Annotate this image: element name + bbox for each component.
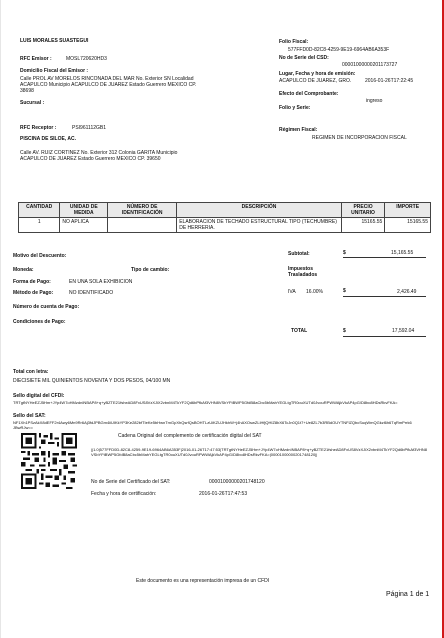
total-label: TOTAL [291, 328, 308, 334]
cell-identificacion [108, 218, 177, 233]
folio-fiscal: 577FFD0D-82C8-4259-9E19-6964AB6A353F [288, 47, 390, 53]
sucursal-label: Sucursal : [20, 100, 45, 106]
cell-precio: 15165.55 [341, 218, 385, 233]
folio-serie-label: Folio y Serie: [279, 105, 311, 111]
cadena-title: Cadena Original del complemento de certificación digital del SAT [118, 433, 262, 439]
letra-value: DIECISIETE MIL QUINIENTOS NOVENTA Y DOS PESOS, 04/100 MN [13, 378, 171, 384]
moneda-label: Moneda: [13, 267, 34, 273]
emisor-domicilio-line1: Calle PROL AV MORELOS RINCONADA DEL MAR No. Exterior SN Localidad [20, 76, 194, 82]
cell-importe: 15165.55 [385, 218, 431, 233]
emisor-domicilio-line2: ACAPULCO Municipio ACAPULCO DE JUAREZ Estado Guerrero MEXICO CP. [20, 82, 197, 88]
subtotal-value: 15,165.55 [391, 250, 414, 256]
sello-sat-label: Sello del SAT: [13, 413, 46, 419]
motivo-label: Motivo del Descuento: [13, 253, 67, 259]
condiciones-label: Condiciones de Pago: [13, 319, 66, 325]
folio-fiscal-label: Folio Fiscal: [279, 39, 309, 45]
subtotal-label: Subtotal: [288, 251, 310, 257]
emisor-domicilio-line3: 38698 [20, 88, 34, 94]
col-cantidad: CANTIDAD [19, 203, 60, 218]
efecto-value: ingreso [366, 98, 383, 104]
cert-label: No de Serie del Certificado del SAT: [91, 479, 171, 485]
col-importe: IMPORTE [385, 203, 431, 218]
serie-csd-label: No de Serie del CSD: [279, 55, 329, 61]
cell-descripcion: ELABORACION DE TECHADO ESTRUCTURAL TIPO (TECHUMBRE) DE HERRERIA. [177, 218, 342, 233]
page-number: Página 1 de 1 [386, 591, 430, 598]
iva-value: 2,426.49 [397, 289, 417, 295]
sello-cfdi-value: TRTgtNYHeEZJ5Hm+JYp4W7oHMzdnINBAP8+q+yBZTE21fsheAD8FxUS8VzXJiX2vbnM4TkYF2Qd6bPfkAf3VHN8VSbYFtBWP5GfdB8aCbc5bMahYEGLtgTR0ouXUTd0JvouRPWWAjkVkAP4pG/D8bo8HDsRkvFKA= [13, 400, 398, 405]
iva-label: IVA [288, 289, 296, 295]
qr-code-icon [21, 433, 77, 489]
cuenta-pago-label: Número de cuenta de Pago: [13, 304, 80, 310]
cadena-value: ||1.0|577FFD0D-82C8-4259-9E19-6964AB6A353F|2016-01-26T17:47:53|TRTgtNYHeEZJ5Hm+JYp4W7oHMzdnINBAP8+q+yBZTE21fsheAD8FxUS8VzXJiX2vbnM4TkYF2Qd6bPfkAf3VHN8VSbYFtBWP5GfdB8aCbc5bMahYEGLtgTR0ouXUTd0JvouRPWWAjkVkAP4pG/D8bo8HDsRkvFKA=|00001000000201748120|| [91, 447, 427, 457]
iva-rate: 16.00% [306, 289, 323, 295]
col-precio: PRECIO UNITARIO [341, 203, 385, 218]
table-row [19, 218, 431, 233]
efecto-label: Efecto del Comprobante: [279, 91, 339, 97]
regimen-value: REGIMEN DE INCORPORACION FISCAL [312, 135, 407, 141]
col-descripcion: DESCRIPCIÓN [177, 203, 342, 218]
metodo-pago-label: Método de Pago: [13, 290, 54, 296]
footer-note: Este documento es una representación impresa de un CFDI [136, 578, 270, 584]
total-rule [343, 336, 426, 337]
cell-cantidad: 1 [19, 218, 60, 233]
sello-sat-value: NF1Xh1PSzAkX8dEFF2r4Awy6Mn9Rr6Aj3fdJPBGm4iiUIKkYP3Ke282bfTIeKe5bHwnTmGpXhQsrfQsBOHTLzUiKZUJHkhW+j4hAXOswZLiHfjQHIZ8bX6TcJn0Q1t7+Ue8ZL7b3RBdOUYTNFlZQbcSuqWmQGkzl6h6TqRmPrrk6JBwRJw== [13, 420, 412, 430]
emisor-rfc-label: RFC Emisor : [20, 56, 52, 62]
serie-csd: 00001000000201173727 [342, 62, 398, 68]
impuestos-label: Impuestos Trasladados [288, 266, 318, 278]
tipo-cambio-label: Tipo de cambio: [131, 267, 170, 273]
subtotal-rule [343, 257, 426, 258]
col-unidad: UNIDAD DE MEDIDA [60, 203, 108, 218]
lugar-label: Lugar, Fecha y hora de emisión: [279, 71, 356, 77]
forma-pago-value: EN UNA SOLA EXHIBICION [69, 279, 133, 285]
iva-currency: $ [343, 288, 346, 294]
iva-rule [343, 296, 426, 297]
col-identificacion: NÚMERO DE IDENTIFICACIÓN [108, 203, 177, 218]
emisor-domicilio-label: Domicilio Fiscal del Emisor : [20, 68, 89, 74]
items-table [18, 202, 431, 233]
lugar-value: ACAPULCO DE JUAREZ, GRO. [279, 78, 352, 84]
cert-value: 00001000000201748120 [209, 479, 265, 485]
fecha-emision: 2016-01-26T17:22:45 [365, 78, 414, 84]
receptor-domicilio-line1: Calle AV. RUIZ CORTINEZ No. Exterior 312 Colonia GARITA Municipio [20, 150, 178, 156]
letra-label: Total con letra: [13, 369, 49, 375]
receptor-domicilio-line2: ACAPULCO DE JUAREZ Estado Guerrero MEXICO CP. 39650 [20, 156, 161, 162]
metodo-pago-value: NO IDENTIFICADO [69, 290, 114, 296]
certificacion-value: 2016-01-26T17:47:53 [199, 491, 248, 497]
cell-unidad: NO APLICA [60, 218, 108, 233]
regimen-label: Régimen Fiscal: [279, 127, 318, 133]
emisor-name: LUIS MORALES SUASTEGUI [20, 38, 89, 44]
emisor-rfc: MOSL720620HD3 [66, 56, 107, 62]
subtotal-currency: $ [343, 250, 346, 256]
total-value: 17,592.04 [392, 328, 415, 334]
receptor-rfc: PSI961112GB1 [72, 125, 107, 131]
sello-cfdi-label: Sello digital del CFDI: [13, 393, 65, 399]
certificacion-label: Fecha y hora de certificación: [91, 491, 157, 497]
receptor-name: PISCINA DE SILOE, AC. [20, 136, 77, 142]
forma-pago-label: Forma de Pago: [13, 279, 51, 285]
receptor-rfc-label: RFC Receptor : [20, 125, 57, 131]
total-currency: $ [343, 328, 346, 334]
